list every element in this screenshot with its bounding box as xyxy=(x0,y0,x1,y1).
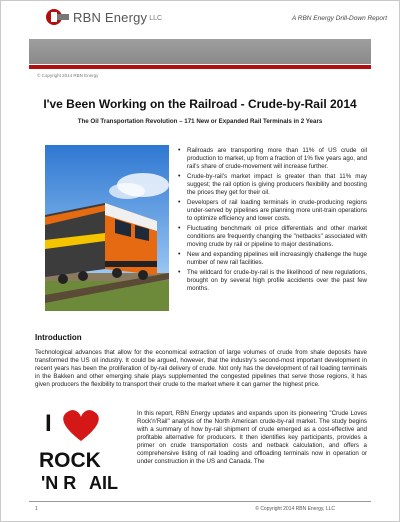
header-accent-line xyxy=(29,65,371,69)
header-copyright: © Copyright 2014 RBN Energy xyxy=(37,73,99,78)
footer-copyright: © Copyright 2014 RBN Energy, LLC xyxy=(255,506,335,512)
report-title: I've Been Working on the Railroad - Crude-by-Rail 2014 xyxy=(43,97,357,111)
header-banner xyxy=(29,39,371,64)
i-love-rock-n-rail-logo xyxy=(35,405,127,497)
key-finding: • New and expanding pipelines will increasingly challenge the huge number of new rail facilities. xyxy=(177,251,367,267)
svg-text:I: I xyxy=(45,410,52,437)
report-subtitle: The Oil Transportation Revolution – 171 New or Expanded Rail Terminals in 2 Years xyxy=(77,118,323,125)
rbn-logo-icon xyxy=(45,8,71,26)
brand-suffix: LLC xyxy=(149,14,163,22)
rock-logo-line1: ROCK xyxy=(39,449,101,472)
key-finding: • Railroads are transporting more than 11% of US crude oil production to market, up from a fraction of 1% five years ago, and rail's share of crude-movement will increase further. xyxy=(177,147,367,171)
rock-logo-line2: 'N R xyxy=(41,473,77,493)
introduction-heading: Introduction xyxy=(35,333,82,342)
key-finding: • Crude-by-rail's market impact is greater than that 11% may suggest; the rail option is giving producers flexibility and boosting the prices they get for their oil. xyxy=(177,173,367,197)
rbn-logo xyxy=(45,7,162,27)
key-finding: • The wildcard for crude-by-rail is the likelihood of new regulations, brought on by several high profile accidents over the past few months. xyxy=(177,269,367,293)
report-overview-paragraph: In this report, RBN Energy updates and expands upon its pioneering "Crude Loves Rock'n'Rail" analysis of the North American crude-by-rail market. The study begins with a summary of how by-rail shipment of crude emerged as a cost-effective and profitable alternative for producers. It then identifies key participants, provides a primer on crude transportation costs and netback calculation, and offers a comprehensive listing of rail loading and offloading terminals now in operation or under construction in the US and Canada. The xyxy=(137,410,367,465)
brand-name: RBN Energy xyxy=(73,9,148,25)
key-finding: • Developers of rail loading terminals in crude-producing regions under-served by pipelines are planning more unit-train operations to optimize efficiency and lower costs. xyxy=(177,199,367,223)
page-number: 1 xyxy=(35,506,38,512)
page-header xyxy=(1,1,399,29)
rock-logo-line3: AIL xyxy=(89,473,118,493)
introduction-paragraph: Technological advances that allow for the economical extraction of large volumes of crude from shale deposits have transformed the US oil industry. It could be argued, however, that the industry's second-most important development in recent years has been the proliferation of by-rail delivery of crude. Not only has the development of rail loading terminals in the Bakken and other emerging shale plays supplemented the congested pipelines that serve those regions, it has given producers the flexibility to transport their crude to the market where it can garner the highest price. xyxy=(35,349,367,388)
key-finding: • Fluctuating benchmark oil price differentials and other market conditions are frequently changing the "netbacks" associated with moving crude by rail or pipeline to major destinations. xyxy=(177,225,367,249)
report-type-label: A RBN Energy Drill-Down Report xyxy=(291,15,387,22)
key-findings-list xyxy=(177,147,367,295)
footer-divider xyxy=(29,501,371,502)
locomotive-photo xyxy=(45,145,169,311)
